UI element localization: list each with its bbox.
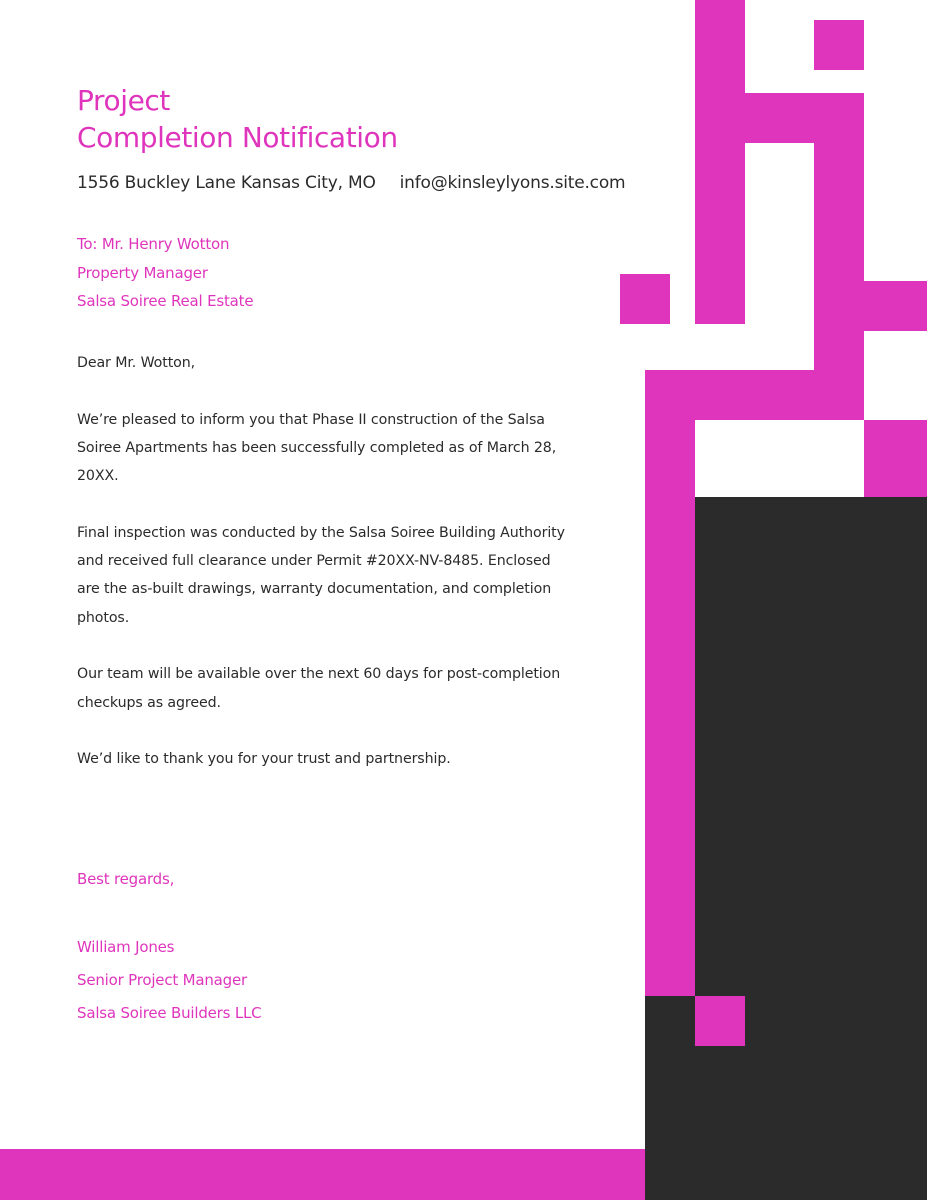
letter-body — [77, 349, 577, 802]
signature-block — [77, 931, 261, 1030]
accent-block — [645, 420, 695, 996]
closing-salutation: Best regards, — [77, 870, 175, 888]
accent-block — [864, 281, 927, 331]
accent-block — [745, 93, 864, 143]
title-line-1: Project — [77, 84, 170, 117]
recipient-block — [77, 230, 253, 316]
sender-address: 1556 Buckley Lane Kansas City, MO — [77, 173, 376, 193]
body-paragraph: We’re pleased to inform you that Phase II construction of the Salsa Soiree Apartments has been successfully completed as of March 28, 20XX. — [77, 411, 557, 485]
footer-accent-bar — [0, 1149, 645, 1200]
page-title — [77, 82, 398, 156]
accent-block — [695, 996, 745, 1046]
sender-email: info@kinsleylyons.site.com — [399, 173, 626, 193]
recipient-name: To: Mr. Henry Wotton — [77, 235, 230, 253]
signer-name: William Jones — [77, 938, 175, 956]
body-paragraph: Final inspection was conducted by the Salsa Soiree Building Authority and received full clearance under Permit #20XX-NV-8485. Enclosed are the as-built drawings, warranty documentation, and completion photos. — [77, 524, 565, 626]
signer-company: Salsa Soiree Builders LLC — [77, 1004, 262, 1022]
accent-block — [864, 420, 927, 497]
accent-block — [695, 0, 745, 324]
title-line-2: Completion Notification — [77, 121, 398, 154]
body-paragraph: Our team will be available over the next 60 days for post-completion checkups as agreed. — [77, 666, 561, 711]
recipient-company: Salsa Soiree Real Estate — [77, 292, 254, 310]
body-paragraph: We’d like to thank you for your trust and partnership. — [77, 751, 451, 768]
recipient-role: Property Manager — [77, 263, 208, 282]
greeting: Dear Mr. Wotton, — [77, 355, 196, 371]
accent-block — [814, 143, 864, 420]
accent-block — [620, 274, 670, 324]
signer-title: Senior Project Manager — [77, 971, 247, 989]
contact-line — [77, 171, 625, 195]
accent-block — [814, 20, 864, 70]
accent-block — [645, 370, 814, 420]
